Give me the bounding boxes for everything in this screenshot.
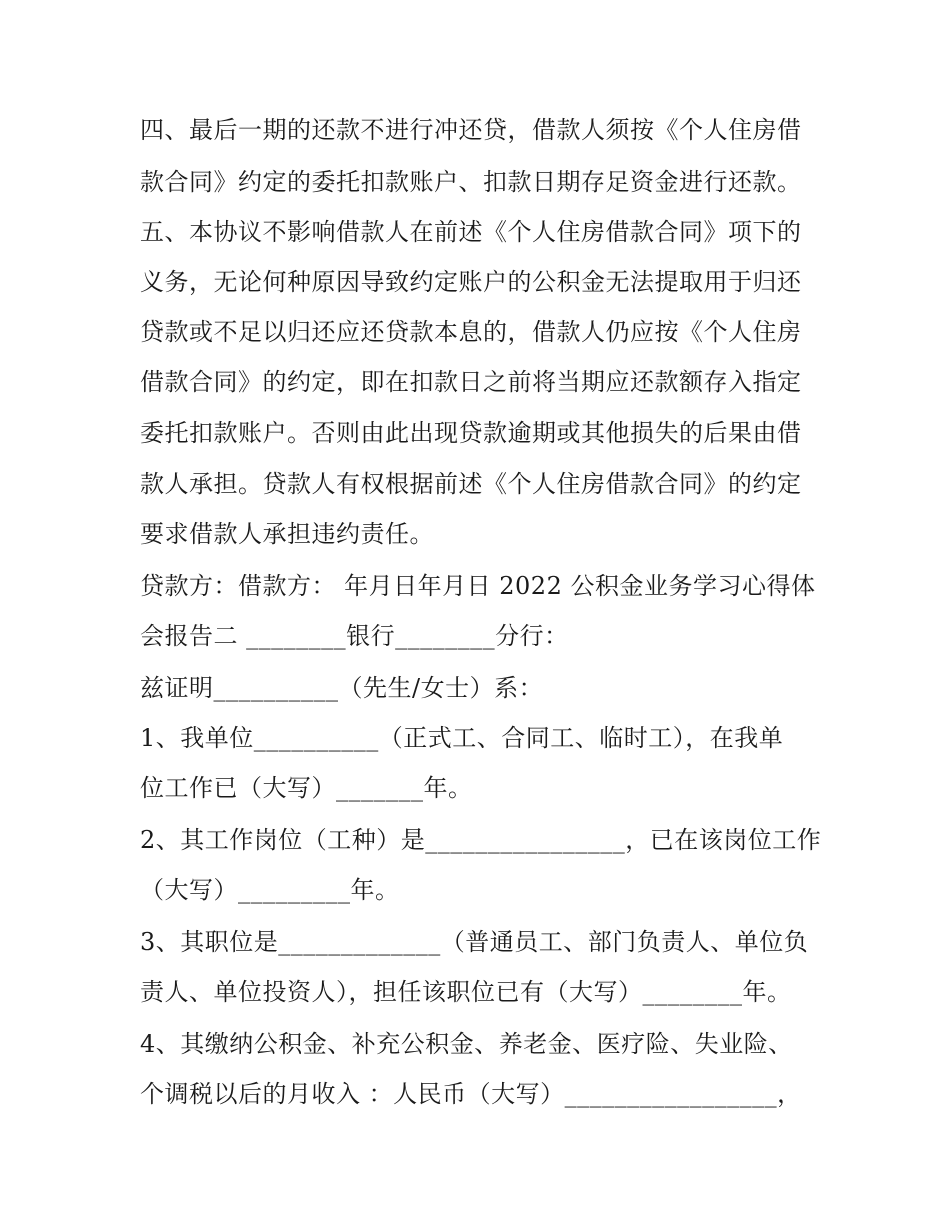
text-line: 会报告二 ________银行________分行： xyxy=(140,622,569,650)
text-line: 要求借款人承担违约责任。 xyxy=(140,520,434,548)
text-line: 义务，无论何种原因导致约定账户的公积金无法提取用于归还 xyxy=(140,268,802,296)
text-line: 款合同》约定的委托扣款账户、扣款日期存足资金进行还款。 xyxy=(140,168,802,196)
text-line: 委托扣款账户。否则由此出现贷款逾期或其他损失的后果由借 xyxy=(140,419,802,447)
text-line: 借款合同》的约定，即在扣款日之前将当期应还款额存入指定 xyxy=(140,368,802,396)
text-line: 1、我单位__________（正式工、合同工、临时工），在我单 xyxy=(140,724,784,752)
text-line: （大写）_________年。 xyxy=(140,876,400,904)
text-line: 五、本协议不影响借款人在前述《个人住房借款合同》项下的 xyxy=(140,218,802,246)
text-line: 贷款方：借款方： 年月日年月日 2022 公积金业务学习心得体 xyxy=(140,572,816,600)
text-line: 四、最后一期的还款不进行冲还贷，借款人须按《个人住房借 xyxy=(140,116,802,144)
text-line: 款人承担。贷款人有权根据前述《个人住房借款合同》的约定 xyxy=(140,470,802,498)
text-line: 贷款或不足以归还应还贷款本息的，借款人仍应按《个人住房 xyxy=(140,318,802,346)
text-line: 兹证明__________（先生/女士）系： xyxy=(140,674,544,702)
text-line: 位工作已（大写）_______年。 xyxy=(140,774,473,802)
text-line: 3、其职位是_____________（普通员工、部门负责人、单位负 xyxy=(140,928,809,956)
text-line: 2、其工作岗位（工种）是________________，已在该岗位工作 xyxy=(140,826,822,854)
text-line: 责人、单位投资人），担任该职位已有（大写）________年。 xyxy=(140,978,792,1006)
text-line: 4、其缴纳公积金、补充公积金、养老金、医疗险、失业险、 xyxy=(140,1030,793,1058)
text-line: 个调税以后的月收入 ：人民币（大写）_________________， xyxy=(140,1080,802,1108)
